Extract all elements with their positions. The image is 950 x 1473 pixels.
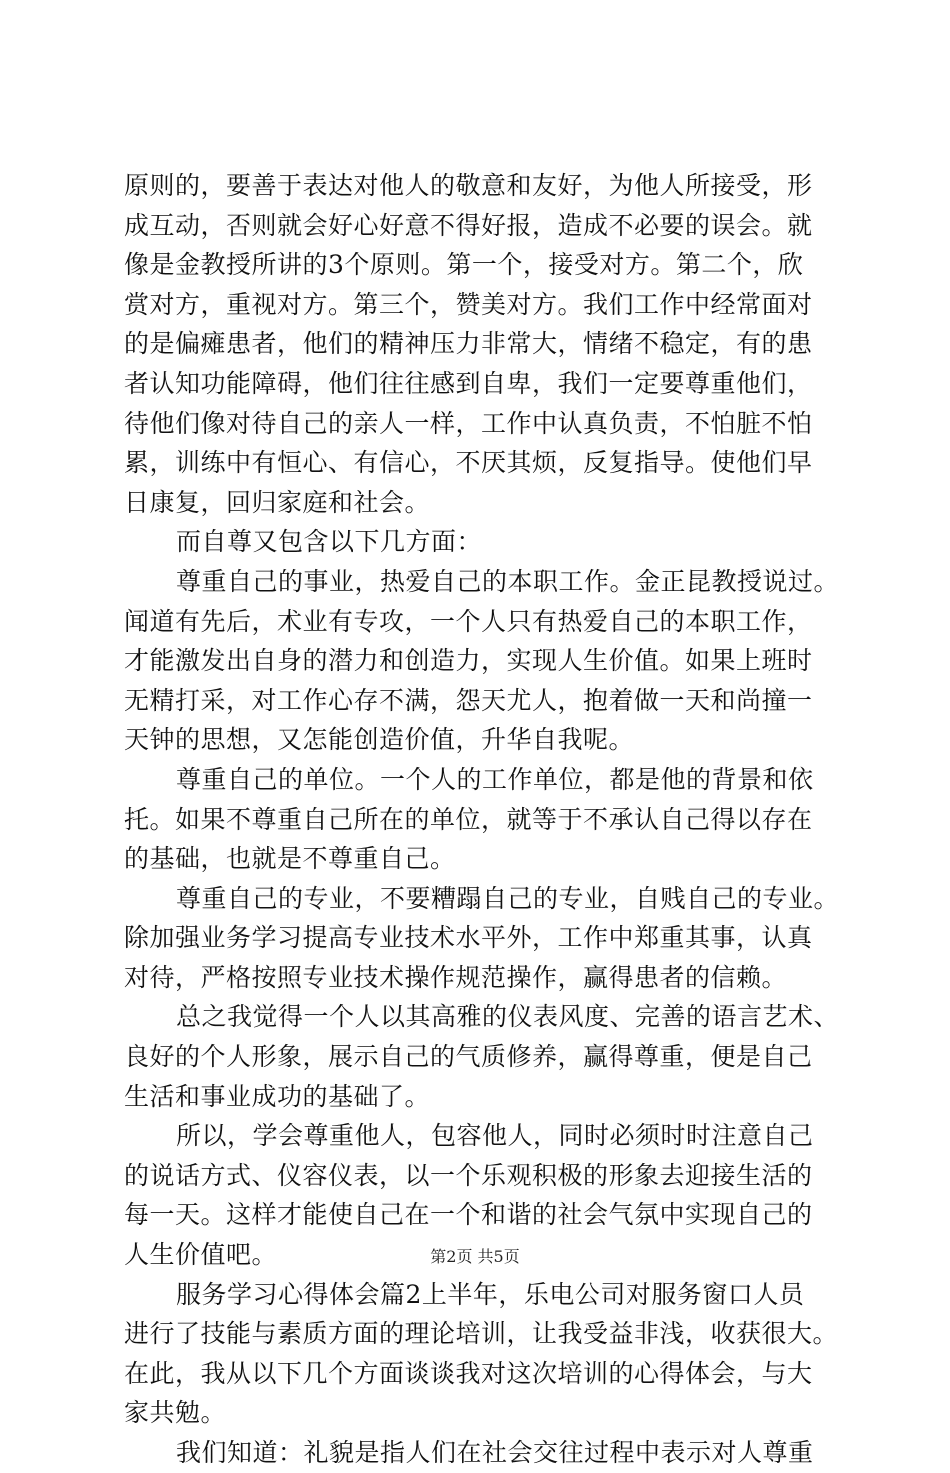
text-line: 对待，严格按照专业技术操作规范操作，赢得患者的信赖。: [124, 962, 788, 992]
text-line: 每一天。这样才能使自己在一个和谐的社会气氛中实现自己的: [124, 1200, 813, 1230]
paragraph: [124, 166, 844, 522]
text-line: 的是偏瘫患者，他们的精神压力非常大，情绪不稳定，有的患: [124, 329, 813, 359]
paragraph: [124, 997, 844, 1116]
text-line: 除加强业务学习提高专业技术水平外，工作中郑重其事，认真: [124, 923, 813, 953]
text-line: 天钟的思想，又怎能创造价值，升华自我呢。: [124, 725, 635, 755]
text-line: 累，训练中有恒心、有信心，不厌其烦，反复指导。使他们早: [124, 448, 813, 478]
text-line: 尊重自己的事业，热爱自己的本职工作。金正昆教授说过。: [176, 566, 840, 596]
text-line: 进行了技能与素质方面的理论培训，让我受益非浅，收获很大。: [124, 1319, 839, 1349]
paragraph: [124, 522, 844, 562]
text-line: 待他们像对待自己的亲人一样，工作中认真负责，不怕脏不怕: [124, 408, 813, 438]
text-line: 闻道有先后，术业有专攻，一个人只有热爱自己的本职工作，: [124, 606, 813, 636]
text-line: 在此，我从以下几个方面谈谈我对这次培训的心得体会，与大: [124, 1358, 813, 1388]
text-line: 的说话方式、仪容仪表，以一个乐观积极的形象去迎接生活的: [124, 1160, 813, 1190]
text-line: 像是金教授所讲的3个原则。第一个，接受对方。第二个，欣: [124, 250, 804, 280]
text-line: 日康复，回归家庭和社会。: [124, 487, 431, 517]
paragraph: [124, 562, 844, 760]
text-line: 原则的，要善于表达对他人的敬意和友好，为他人所接受，形: [124, 171, 813, 200]
text-line: 而自尊又包含以下几方面：: [176, 527, 483, 557]
text-line: 托。如果不尊重自己所在的单位，就等于不承认自己得以存在: [124, 804, 813, 834]
text-line: 尊重自己的专业，不要糟蹋自己的专业，自贱自己的专业。: [176, 883, 840, 913]
text-line: 所以，学会尊重他人，包容他人，同时必须时时注意自己: [176, 1121, 814, 1151]
paragraph: [124, 760, 844, 879]
paragraph: [124, 879, 844, 998]
paragraph: [124, 1433, 844, 1473]
text-line: 人生价值吧。: [124, 1240, 278, 1270]
text-line: 生活和事业成功的基础了。: [124, 1081, 431, 1111]
page-footer: 第2页 共5页: [430, 1247, 520, 1266]
text-line: 赏对方，重视对方。第三个，赞美对方。我们工作中经常面对: [124, 289, 813, 319]
text-line: 者认知功能障碍，他们往往感到自卑，我们一定要尊重他们，: [124, 368, 813, 398]
text-line: 家共勉。: [124, 1398, 227, 1428]
text-line: 的基础，也就是不尊重自己。: [124, 844, 456, 874]
text-line: 服务学习心得体会篇2上半年，乐电公司对服务窗口人员: [176, 1279, 805, 1309]
text-line: 我们知道：礼貌是指人们在社会交往过程中表示对人尊重: [176, 1438, 814, 1467]
text-line: 尊重自己的单位。一个人的工作单位，都是他的背景和依: [176, 764, 814, 794]
text-line: 良好的个人形象，展示自己的气质修养，赢得尊重，便是自己: [124, 1042, 813, 1072]
text-line: 才能激发出自身的潜力和创造力，实现人生价值。如果上班时: [124, 646, 813, 676]
text-line: 无精打采，对工作心存不满，怨天尤人，抱着做一天和尚撞一: [124, 685, 813, 715]
document-body: [124, 166, 844, 1473]
text-line: 成互动，否则就会好心好意不得好报，造成不必要的误会。就: [124, 210, 813, 240]
paragraph: [124, 1275, 844, 1433]
text-line: 总之我觉得一个人以其高雅的仪表风度、完善的语言艺术、: [176, 1002, 840, 1032]
